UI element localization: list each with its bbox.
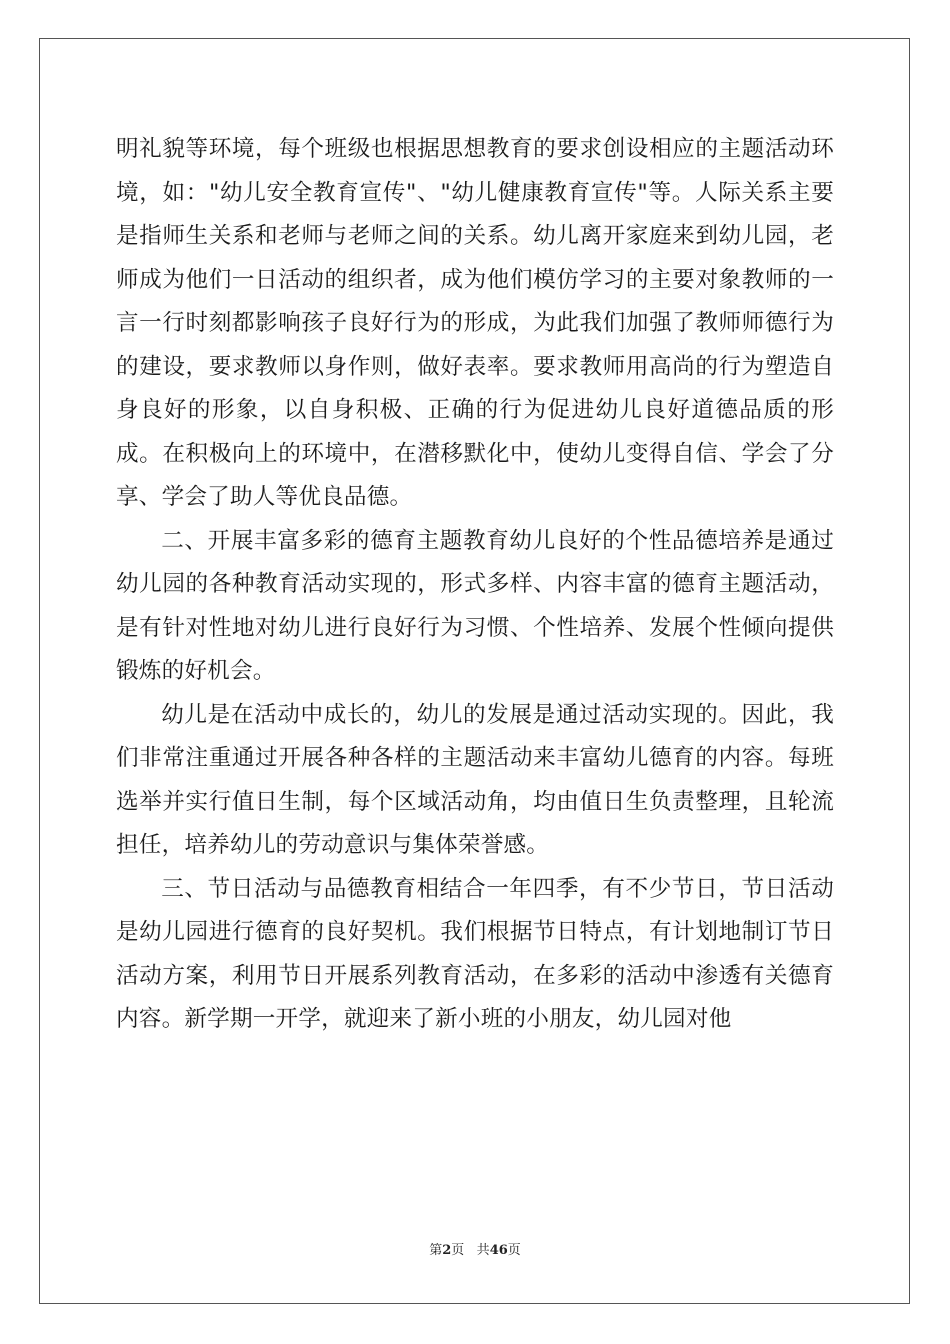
paragraph-1: 明礼貌等环境，每个班级也根据思想教育的要求创设相应的主题活动环境，如："幼儿安全教育宣传"、"幼儿健康教育宣传"等。人际关系主要是指师生关系和老师与老师之间的关系。幼儿离开家庭来到幼儿园，老师成为他们一日活动的组织者，成为他们模仿学习的主要对象教师的一言一行时刻都影响孩子良好行为的形成，为此我们加强了教师师德行为的建设，要求教师以身作则，做好表率。要求教师用高尚的行为塑造自身良好的形象，以自身积极、正确的行为促进幼儿良好道德品质的形成。在积极向上的环境中，在潜移默化中，使幼儿变得自信、学会了分享、学会了助人等优良品德。 <box>116 136 834 510</box>
paragraph-3: 幼儿是在活动中成长的，幼儿的发展是通过活动实现的。因此，我们非常注重通过开展各种各样的主题活动来丰富幼儿德育的内容。每班选举并实行值日生制，每个区域活动角，均由值日生负责整理，且轮流担任，培养幼儿的劳动意识与集体荣誉感。 <box>116 701 834 858</box>
paragraph-4: 三、节日活动与品德教育相结合一年四季，有不少节日，节日活动是幼儿园进行德育的良好契机。我们根据节日特点，有计划地制订节日活动方案，利用节日开展系列教育活动，在多彩的活动中渗透有关德育内容。新学期一开学，就迎来了新小班的小朋友，幼儿园对他 <box>116 875 834 1032</box>
total-prefix: 共 <box>476 1243 490 1258</box>
total-suffix: 页 <box>507 1243 521 1258</box>
page-footer <box>0 1239 950 1258</box>
page-prefix: 第 <box>429 1243 443 1258</box>
document-body <box>116 128 834 1042</box>
paragraph-2: 二、开展丰富多彩的德育主题教育幼儿良好的个性品德培养是通过幼儿园的各种教育活动实现的，形式多样、内容丰富的德育主题活动，是有针对性地对幼儿进行良好行为习惯、个性培养、发展个性倾向提供锻炼的好机会。 <box>116 527 834 684</box>
page-suffix: 页 <box>451 1243 465 1258</box>
total-indicator <box>477 1243 521 1258</box>
page-indicator <box>429 1243 464 1258</box>
total-pages: 46 <box>489 1243 508 1258</box>
page-number: 2 <box>442 1243 452 1258</box>
